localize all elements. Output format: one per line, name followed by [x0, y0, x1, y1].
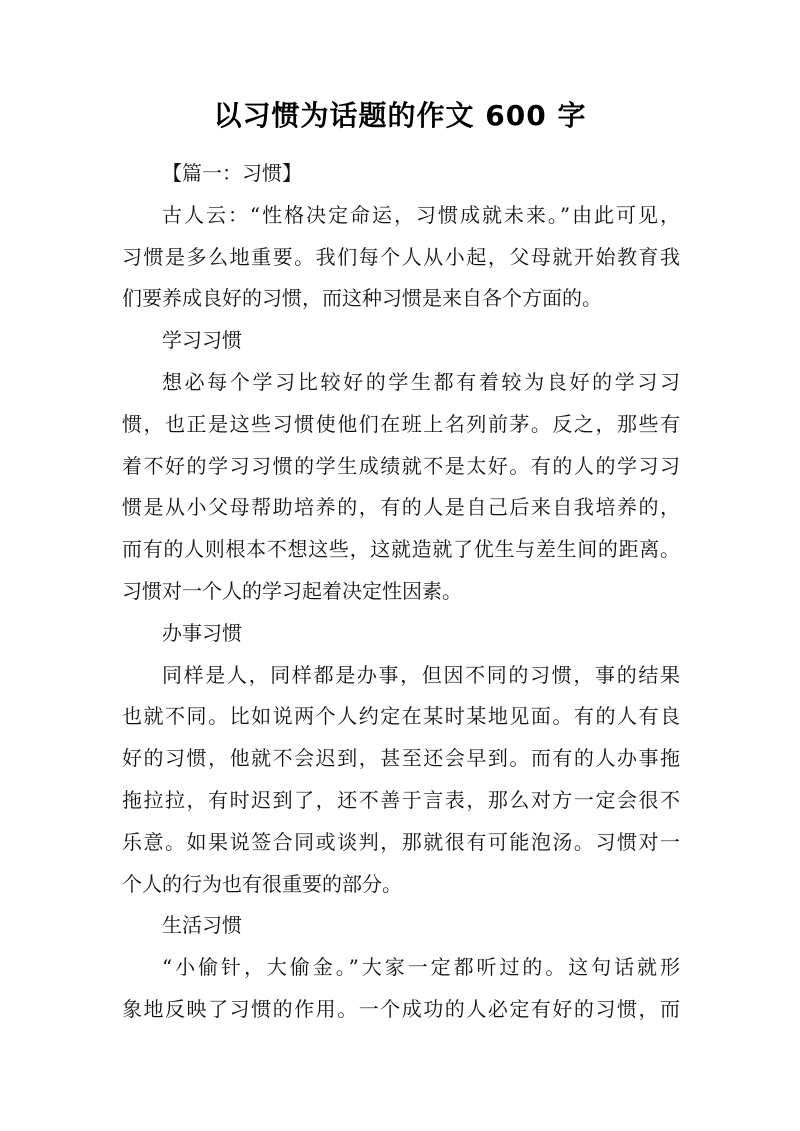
paragraph-line: 习惯是多么地重要。我们每个人从小起，父母就开始教育我	[122, 244, 680, 269]
paragraph-line: 而有的人则根本不想这些，这就造就了优生与差生间的距离。	[122, 537, 680, 562]
paragraph-line: 惯，也正是这些习惯使他们在班上名列前茅。反之，那些有	[122, 411, 680, 436]
section-heading-pian-yi: 【篇一：习惯】	[162, 161, 302, 185]
paragraph-line: 古人云：“性格决定命运，习惯成就未来。”由此可见，	[162, 202, 680, 227]
paragraph-line: 想必每个学习比较好的学生都有着较为良好的学习习	[162, 369, 680, 394]
paragraph-line: 也就不同。比如说两个人约定在某时某地见面。有的人有良	[122, 704, 680, 729]
paragraph-line: 个人的行为也有很重要的部分。	[122, 871, 402, 896]
paragraph-line: 乐意。如果说签合同或谈判，那就很有可能泡汤。习惯对一	[122, 829, 680, 854]
paragraph-line: 拖拉拉，有时迟到了，还不善于言表，那么对方一定会很不	[122, 787, 680, 812]
subheading-work-habits: 办事习惯	[162, 620, 242, 645]
subheading-life-habits: 生活习惯	[162, 913, 242, 938]
paragraph-line: 好的习惯，他就不会迟到，甚至还会早到。而有的人办事拖	[122, 746, 680, 771]
paragraph-line: 着不好的学习习惯的学生成绩就不是太好。有的人的学习习	[122, 453, 680, 478]
paragraph-line: 惯是从小父母帮助培养的，有的人是自己后来自我培养的，	[122, 495, 680, 520]
paragraph-line: “小偷针，大偷金。”大家一定都听过的。这句话就形	[162, 955, 680, 980]
paragraph-line: 们要养成良好的习惯，而这种习惯是来自各个方面的。	[122, 286, 602, 311]
paragraph-line: 同样是人，同样都是办事，但因不同的习惯，事的结果	[162, 662, 680, 687]
paragraph-line: 习惯对一个人的学习起着决定性因素。	[122, 578, 462, 603]
document-title: 以习惯为话题的作文 600 字	[213, 99, 587, 132]
document-body	[122, 153, 680, 1031]
paragraph-line: 象地反映了习惯的作用。一个成功的人必定有好的习惯，而	[122, 996, 680, 1021]
subheading-study-habits: 学习习惯	[162, 328, 242, 353]
